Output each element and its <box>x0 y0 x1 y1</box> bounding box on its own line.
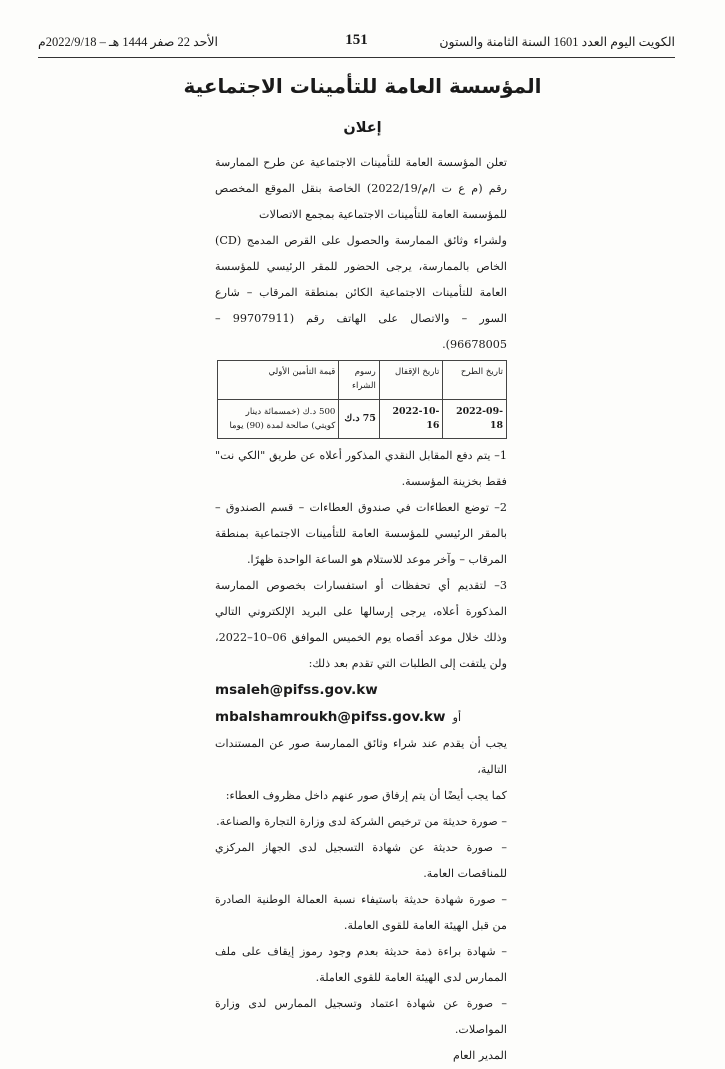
list-item: 3– لتقديم أي تحفظات أو استفسارات بخصوص الممارسة المذكورة أعلاه، يرجى إرسالها على البريد الإلكتروني التالي وذلك خلال موعد أقصاه يوم الخميس الموافق 06–10–2022، ولن يلتفت إلى الطلبات التي تقدم بعد ذلك: <box>215 579 507 670</box>
signature: المدير العام <box>453 1049 507 1062</box>
tender-table <box>217 360 507 439</box>
announcement-heading: إعلان <box>343 120 382 136</box>
list-item: 2– توضع العطاءات في صندوق العطاءات – قسم الصندوق – بالمقر الرئيسي للمؤسسة العامة للتأمينات الاجتماعية بمنطقة المرقاب – وآخر موعد للاستلام هو الساعة الواحدة ظهرًا. <box>215 501 507 566</box>
table-cell: 2022-09-18 <box>443 400 507 439</box>
email-link[interactable]: msaleh@pifss.gov.kw <box>215 682 378 698</box>
table-cell: 500 د.ك (خمسمائة دينار كويتي) صالحة لمدة (90) يوما <box>218 400 339 439</box>
intro-paragraph: تعلن المؤسسة العامة للتأمينات الاجتماعية عن طرح الممارسة رقم (م ع ت ا/م/2022/19) الخاصة بنقل الموقع المخصص للمؤسسة العامة للتأمينات الاجتماعية بمجمع الاتصالات <box>215 156 507 221</box>
table-header: تاريخ الطرح <box>443 361 507 400</box>
table-header: قيمة التأمين الأولي <box>218 361 339 400</box>
list-item: – صورة شهادة حديثة باستيفاء نسبة العمالة الوطنية الصادرة من قبل الهيئة العامة للقوى العاملة. <box>215 893 507 932</box>
table-header: تاريخ الإقفال <box>379 361 443 400</box>
list-item: – صورة حديثة عن شهادة التسجيل لدى الجهاز المركزي للمناقصات العامة. <box>215 841 507 880</box>
page-title: المؤسسة العامة للتأمينات الاجتماعية <box>183 74 542 98</box>
email-line-1 <box>215 677 507 704</box>
or-word: أو <box>452 711 462 724</box>
documents-intro: كما يجب أيضًا أن يتم إرفاق صور عنهم داخل مظروف العطاء: <box>225 789 507 802</box>
email-link[interactable]: mbalshamroukh@pifss.gov.kw <box>215 709 446 725</box>
purchase-paragraph: ولشراء وثائق الممارسة والحصول على القرص المدمج (CD) الخاص بالممارسة، يرجى الحضور للمقر الرئيسي للمؤسسة العامة للتأمينات الاجتماعية الكائن بمنطقة المرقاب – شارع السور – والاتصال على الهاتف رقم (99707911 – 96678005). <box>215 234 507 351</box>
list-item: – صورة حديثة من ترخيص الشركة لدى وزارة التجارة والصناعة. <box>216 815 507 828</box>
table-cell: 75 د.ك <box>339 400 379 439</box>
table-header: رسوم الشراء <box>339 361 379 400</box>
table-header-row <box>218 361 507 400</box>
list-item: – شهادة براءة ذمة حديثة بعدم وجود رموز إيقاف على ملف الممارس لدى الهيئة العامة للقوى العاملة. <box>215 945 507 984</box>
header-divider <box>38 57 675 58</box>
documents-intro: يجب أن يقدم عند شراء وثائق الممارسة صور عن المستندات التالية، <box>215 737 507 776</box>
header-issue-info: الكويت اليوم العدد 1601 السنة الثامنة والستون <box>439 35 675 49</box>
page-number: 151 <box>345 32 368 48</box>
table-cell: 2022-10-16 <box>379 400 443 439</box>
list-item: – صورة عن شهادة اعتماد وتسجيل الممارس لدى وزارة المواصلات. <box>215 997 507 1036</box>
header-date: الأحد 22 صفر 1444 هـ – 2022/9/18م <box>38 35 218 49</box>
table-row <box>218 400 507 439</box>
email-line-2 <box>215 704 507 731</box>
announcement-body <box>215 150 507 1069</box>
page-header <box>38 34 675 56</box>
list-item: 1– يتم دفع المقابل النقدي المذكور أعلاه عن طريق "الكي نت" فقط بخزينة المؤسسة. <box>215 449 507 488</box>
